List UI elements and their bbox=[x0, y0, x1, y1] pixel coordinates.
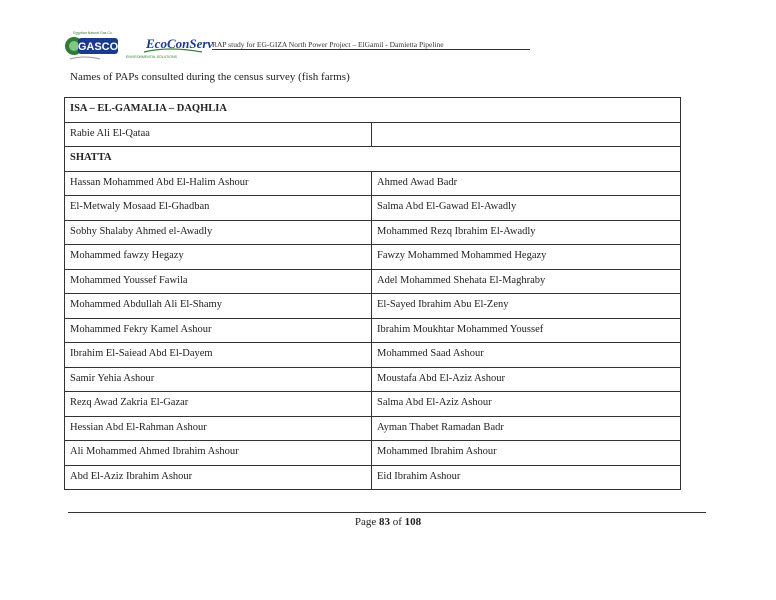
ecoconserv-logo bbox=[124, 32, 214, 62]
table-row bbox=[65, 294, 681, 319]
paps-table-body bbox=[65, 98, 681, 490]
name-cell-left: Sobhy Shalaby Ahmed el-Awadly bbox=[65, 220, 372, 245]
name-cell-right: Eid Ibrahim Ashour bbox=[372, 465, 681, 490]
name-cell-right: Fawzy Mohammed Mohammed Hegazy bbox=[372, 245, 681, 270]
name-cell-right: Ayman Thabet Ramadan Badr bbox=[372, 416, 681, 441]
header-rule bbox=[212, 49, 530, 50]
section-row-isa-el-gamalia bbox=[65, 98, 681, 123]
page-total: 108 bbox=[404, 516, 422, 528]
table-row bbox=[65, 367, 681, 392]
table-row bbox=[65, 171, 681, 196]
name-cell-left: Mohammed fawzy Hegazy bbox=[65, 245, 372, 270]
name-cell-left: Ali Mohammed Ahmed Ibrahim Ashour bbox=[65, 441, 372, 466]
name-cell-left: Rabie Ali El-Qataa bbox=[65, 122, 372, 147]
name-cell-left: Ibrahim El-Saiead Abd El-Dayem bbox=[65, 343, 372, 368]
name-cell-right: Adel Mohammed Shehata El-Maghraby bbox=[372, 269, 681, 294]
name-cell-left: Mohammed Abdullah Ali El-Shamy bbox=[65, 294, 372, 319]
name-cell-right bbox=[372, 122, 681, 147]
name-cell-right: Ahmed Awad Badr bbox=[372, 171, 681, 196]
gasco-logo bbox=[64, 28, 122, 62]
name-cell-right: Mohammed Saad Ashour bbox=[372, 343, 681, 368]
ecoconserv-logo-subtext: ENVIRONMENTAL SOLUTIONS bbox=[126, 55, 177, 59]
name-cell-left: Mohammed Youssef Fawila bbox=[65, 269, 372, 294]
footer-rule bbox=[68, 512, 706, 513]
table-row bbox=[65, 196, 681, 221]
table-row bbox=[65, 465, 681, 490]
header-title: RAP study for EG-GIZA North Power Project – ElGamil - Damietta Pipeline bbox=[212, 40, 444, 49]
gasco-logo-subtext: Egyptian Natural Gas Co. bbox=[73, 31, 113, 35]
table-row bbox=[65, 441, 681, 466]
table-row bbox=[65, 220, 681, 245]
page-footer bbox=[0, 516, 776, 528]
name-cell-right: Mohammed Ibrahim Ashour bbox=[372, 441, 681, 466]
gasco-logo-text: GASCO bbox=[77, 41, 119, 53]
page-header bbox=[0, 0, 776, 70]
name-cell-right: Moustafa Abd El-Aziz Ashour bbox=[372, 367, 681, 392]
name-cell-left: Hessian Abd El-Rahman Ashour bbox=[65, 416, 372, 441]
table-row bbox=[65, 269, 681, 294]
page-label: Page bbox=[354, 516, 377, 528]
table-row bbox=[65, 343, 681, 368]
name-cell-left: Samir Yehia Ashour bbox=[65, 367, 372, 392]
paps-table bbox=[64, 97, 681, 490]
table-row bbox=[65, 245, 681, 270]
table-row bbox=[65, 392, 681, 417]
name-cell-right: Ibrahim Moukhtar Mohammed Youssef bbox=[372, 318, 681, 343]
name-cell-right: Mohammed Rezq Ibrahim El-Awadly bbox=[372, 220, 681, 245]
table-row bbox=[65, 122, 681, 147]
section-row-shatta bbox=[65, 147, 681, 172]
of-label: of bbox=[392, 516, 402, 528]
table-row bbox=[65, 318, 681, 343]
name-cell-left: Abd El-Aziz Ibrahim Ashour bbox=[65, 465, 372, 490]
section-heading: SHATTA bbox=[65, 147, 681, 172]
name-cell-right: Salma Abd El-Gawad El-Awadly bbox=[372, 196, 681, 221]
page-number: 83 bbox=[378, 516, 390, 528]
name-cell-right: El-Sayed Ibrahim Abu El-Zeny bbox=[372, 294, 681, 319]
table-caption: Names of PAPs consulted during the census survey (fish farms) bbox=[70, 71, 350, 83]
name-cell-right: Salma Abd El-Aziz Ashour bbox=[372, 392, 681, 417]
name-cell-left: Rezq Awad Zakria El-Gazar bbox=[65, 392, 372, 417]
section-heading: ISA – EL-GAMALIA – DAQHLIA bbox=[65, 98, 681, 123]
name-cell-left: Hassan Mohammed Abd El-Halim Ashour bbox=[65, 171, 372, 196]
table-row bbox=[65, 416, 681, 441]
name-cell-left: Mohammed Fekry Kamel Ashour bbox=[65, 318, 372, 343]
name-cell-left: El-Metwaly Mosaad El-Ghadban bbox=[65, 196, 372, 221]
ecoconserv-logo-text: EcoConServ bbox=[146, 36, 214, 51]
